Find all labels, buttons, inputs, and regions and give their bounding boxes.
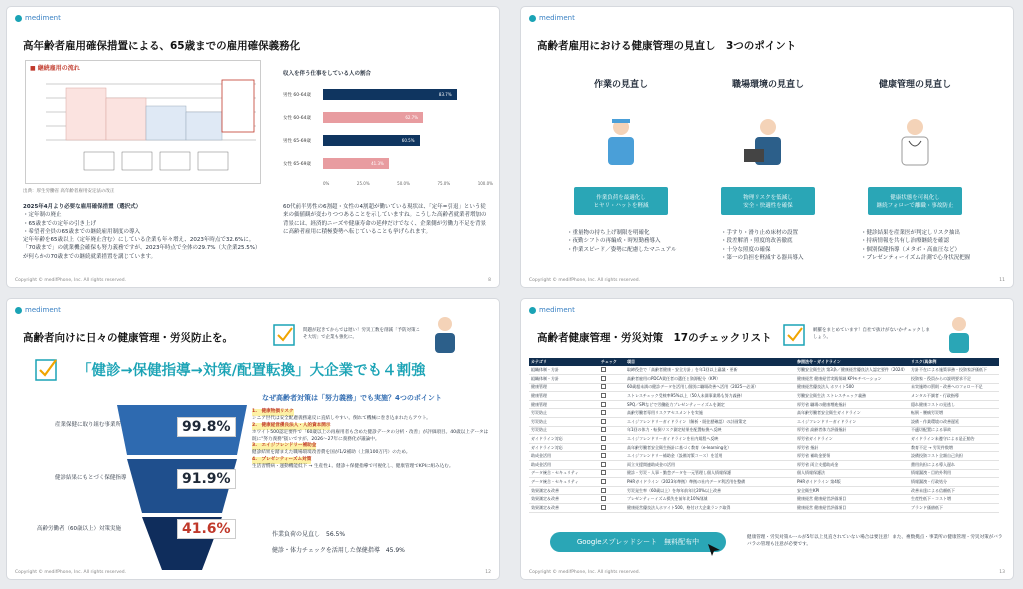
table-cell: 労災発生率（60歳以上）を毎年前年比20%以上改善 (625, 486, 795, 495)
checklist-table (529, 358, 999, 513)
table-row (529, 461, 999, 470)
checkbox-icon (35, 357, 61, 381)
slide-checklist[interactable] (520, 298, 1014, 580)
table-cell: エイジフレンドリーガイドライン (795, 418, 909, 427)
table-cell: 労災防止 (529, 409, 599, 418)
funnel-label: 健診結果にもとづく保健指導 (55, 475, 127, 481)
page-number: 11 (999, 278, 1005, 283)
column-heading: 健康管理の見直し (878, 80, 951, 90)
google-sheet-button[interactable]: Googleスプレッドシート 無料配布中 (550, 532, 726, 552)
table-cell: 厚労省 高齢者体力評価指針 (795, 426, 909, 435)
checkbox[interactable] (601, 488, 606, 493)
table-cell: 費用負担による導入遅れ (909, 461, 999, 470)
page-number: 8 (488, 278, 491, 283)
advisor-illustration (941, 313, 977, 353)
checkbox-cell[interactable] (599, 392, 625, 401)
checkbox[interactable] (601, 436, 606, 441)
checkbox[interactable] (601, 367, 606, 372)
bar (323, 89, 457, 100)
table-row (529, 383, 999, 392)
table-cell: 個人情報保護法 (795, 469, 909, 478)
page-number: 13 (999, 570, 1005, 575)
bar-row: 男性 65-69歳 60.5% (283, 135, 493, 146)
sub-metric: 作業負荷の見直し 56.5% (272, 531, 346, 538)
checkbox-cell[interactable] (599, 409, 625, 418)
table-cell: 健康経営 健康経営評価項目 (795, 504, 909, 513)
cursor-icon (706, 542, 722, 558)
table-cell: データ統合・セキュリティ (529, 478, 599, 487)
table-cell: 情報漏洩・行政処分 (909, 478, 999, 487)
table-row (529, 392, 999, 401)
table-row (529, 504, 999, 513)
table-cell: 投資家・役員からの説明要求不足 (909, 375, 999, 384)
table-cell: SPQ／SPIなどで労働能力プレゼンティーイズムを測定 (625, 400, 795, 409)
table-cell: 年1回の体力・転倒リスク測定結果を配置転換へ反映 (625, 426, 795, 435)
point-pill: 作業負荷を最適化し ヒヤリ・ハットを軽減 (574, 187, 668, 215)
table-row (529, 469, 999, 478)
checkbox[interactable] (601, 453, 606, 458)
table-row (529, 495, 999, 504)
logo: mediment (529, 306, 575, 314)
table-cell: 高齢労働者専用リスクアセスメントを実施 (625, 409, 795, 418)
table-cell: 健康経営優良法人 ホワイト500 (795, 383, 909, 392)
table-cell: 隠れ健康コストの見逃し (909, 400, 999, 409)
table-cell: PHRガイドライン（2023年準拠）準拠の社内データ利活用を整備 (625, 478, 795, 487)
table-row (529, 375, 999, 384)
table-row (529, 452, 999, 461)
table-cell: 厚労省ガイドライン (795, 435, 909, 444)
flow-title: ■ 継続雇用の流れ (30, 65, 80, 72)
slide-title: 高齢者雇用における健康管理の見直し 3つのポイント (537, 40, 797, 52)
checkbox-cell[interactable] (599, 469, 625, 478)
table-cell: エイジフレンドリー補助金（設備対策コース）を活用 (625, 452, 795, 461)
table-cell: 高年齢労働者安全衛生指針に基づく教育（e-learning化） (625, 443, 795, 452)
table-cell: 高齢者雇用のPDCA責任者の選任と資源配分（KPI） (625, 375, 795, 384)
source-note: 出典：厚生労働省 高年齢者雇用安定法の改正 (23, 189, 115, 194)
x-axis: 0% 25.0% 50.0% 75.0% 100.0% (323, 181, 493, 186)
point-list: ・手すり・滑り止め床材の設置 ・段差解消・照度的改善徹底 ・十分な照度の確保 ・第一の負担を軽減する器具導入 (721, 230, 804, 261)
checkbox-icon (273, 324, 297, 346)
metric-value: 91.9% (177, 469, 236, 489)
table-cell: 設備・作業環境の改善遅延 (909, 418, 999, 427)
bar-row: 女性 60-64歳 62.7% (283, 112, 493, 123)
point-list: ・重量物の持ち上げ制限を明確化 ・夜勤シフトの再編成・時短勤務導入 ・作業スピード／姿勢に配慮したマニュアル (567, 230, 677, 253)
checkbox-cell[interactable] (599, 478, 625, 487)
table-cell: 助成金活用 (529, 452, 599, 461)
checkbox-cell[interactable] (599, 375, 625, 384)
logo: mediment (15, 14, 61, 22)
table-row (529, 443, 999, 452)
right-text: 60代前半男性の6割超・女性の4割超が働いている現状は、「定年=引退」という従来の価値観が変わりつつあることを示していますね。こうした高齢者就業者増加の背景には、経済的ニーズや健康寿命の延伸だけでなく、企業側が労働力不足を背景に高齢者雇用に積極姿勢へ転じていることも挙げられます。 (283, 204, 487, 235)
table-cell: 未実施時の罰則・改善へのフォロー不足 (909, 383, 999, 392)
table-cell: 組織体制・方針 (529, 375, 599, 384)
table-cell: 健康経営 健康経営実践領域 KPIモチベーション (795, 375, 909, 384)
table-row (529, 366, 999, 375)
funnel-label: 産業保健に取り組む事業所 (55, 422, 122, 428)
copyright: Copyright © medifPhone, Inc. All rights reserved. (15, 278, 127, 283)
table-cell: ストレスチェック受検率95%以上（50人未満事業場も努力義務） (625, 392, 795, 401)
table-cell: 設備投資コスト全額自己負担 (909, 452, 999, 461)
table-cell: ブランド価値低下 (909, 504, 999, 513)
table-cell: 方針不在による施策事務・投資家評価低下 (909, 366, 999, 375)
table-row (529, 486, 999, 495)
checkbox[interactable] (601, 393, 606, 398)
advisor-illustration (427, 313, 463, 353)
checkbox-icon (783, 324, 807, 346)
table-row (529, 435, 999, 444)
table-cell: エイジフレンドリーガイドラインを社内規程へ反映 (625, 435, 795, 444)
checkbox-cell[interactable] (599, 366, 625, 375)
table-cell: ガイドライン未遵守による是正勧告 (909, 435, 999, 444)
table-cell: 厚労省 職場の健康増進指針 (795, 400, 909, 409)
table-header: カテゴリ チェック 項目 参照法令・ガイドライン リスク/具体例 (529, 358, 999, 366)
slide-employment-mandate[interactable] (6, 6, 500, 288)
table-row (529, 400, 999, 409)
table-cell: 労災防止 (529, 426, 599, 435)
table-cell: 厚労省 指針 (795, 443, 909, 452)
checkbox[interactable] (601, 479, 606, 484)
table-row (529, 409, 999, 418)
slide-title: 高齢者向けに日々の健康管理・労災防止を。 (23, 332, 233, 344)
table-cell: 安全衛生KPI (795, 486, 909, 495)
bar-row: 男性 60-64歳 83.7% (283, 89, 493, 100)
copyright: Copyright © medifPhone, Inc. All rights reserved. (15, 570, 127, 575)
employment-bar-chart (283, 69, 493, 186)
table-row (529, 418, 999, 427)
checkbox-cell[interactable] (599, 452, 625, 461)
flow-diagram (25, 60, 261, 184)
checkbox-cell[interactable] (599, 418, 625, 427)
table-cell: エイジフレンドリーガイドライン（解析・既往歴確認）の計画策定 (625, 418, 795, 427)
slide-title: 高齢者健康管理・労災対策 17のチェックリスト (537, 332, 772, 344)
checkbox[interactable] (601, 410, 606, 415)
doctor-illustration (885, 111, 945, 171)
table-cell: 不適切配置による事故 (909, 426, 999, 435)
table-cell: 両立支援関連助成金の活用 (625, 461, 795, 470)
checkbox[interactable] (601, 419, 606, 424)
table-cell: 労災防止 (529, 418, 599, 427)
table-cell: 健康管理 (529, 400, 599, 409)
headline: 「健診→保健指導→対策/配置転換」大企業でも４割強 (77, 363, 426, 379)
table-cell: PHRガイドライン 第4版 (795, 478, 909, 487)
table-cell: 改善未達による信頼低下 (909, 486, 999, 495)
table-cell: ガイドライン対応 (529, 443, 599, 452)
slide-daily-health[interactable] (6, 298, 500, 580)
sub-metric: 健診・体力チェックを活用した保健指導 45.9% (272, 547, 405, 554)
office-worker-illustration (738, 111, 798, 171)
checkbox-cell[interactable] (599, 495, 625, 504)
table-cell: メンタル不調者・行政指導 (909, 392, 999, 401)
checkbox[interactable] (601, 445, 606, 450)
table-cell: 取締役会で「高齢者健康・安全方針」を年1回以上審議・更新 (625, 366, 795, 375)
table-cell: 助成金活用 (529, 461, 599, 470)
reasons-list: 1. 健康物損リスク シニア世代は安全配慮義務違反に直結しやすい。倒れて機械に巻き込まれたらアウト。 2. 健康経営優良法人・人的資本開示 ホワイト500認定要件で「60歳以上の再雇用者も含めた健診データの分析・改善」が評価項目。40歳以上データは既に"努力義務"扱いですが、2026〜27年に義務化が議論中。 3. エイジフレンドリー補助金 健診結果を踏まえた職場環境改善費を国が1/2補助（上限100万円）のため。 4. プレゼンティーズム対策 生活習慣病・運動機能低下 → 生産性↓。健診＋保健指導で可視化し、健康管理でKPIに組み込む。 (252, 409, 489, 470)
bar-row: 女性 65-69歳 41.3% (283, 158, 493, 169)
column-heading: 職場環境の見直し (731, 80, 804, 90)
copyright: Copyright © medifPhone, Inc. All rights reserved. (529, 278, 641, 283)
note-text: 健康管理・労災対策ルールが5年以上見直されていない場合は要注意！また、複数拠点・事業所の健康管理・労災対策がバラバラの管理も注意が必要です。 (747, 535, 1003, 547)
checkbox[interactable] (601, 470, 606, 475)
checkbox[interactable] (601, 427, 606, 432)
table-cell: 組織体制・方針 (529, 366, 599, 375)
metric-value: 41.6% (177, 519, 236, 539)
table-cell: 効果測定＆改善 (529, 504, 599, 513)
checkbox-cell[interactable] (599, 435, 625, 444)
table-cell: 生産性低下・コスト増 (909, 495, 999, 504)
checkbox[interactable] (601, 505, 606, 510)
point-pill: 物理リスクを低減し 安全・快適性を確保 (721, 187, 815, 215)
table-cell: 60歳超未満の健診データを活用し個別に職場改善へ活用（2025〜必須） (625, 383, 795, 392)
table-cell: データ統合・セキュリティ (529, 469, 599, 478)
table-cell: プレゼンティーイズム損失を前年比10%削減 (625, 495, 795, 504)
table-cell: 健康管理 (529, 383, 599, 392)
table-cell: 健康管理 (529, 392, 599, 401)
table-cell: 情報漏洩・目的外利用 (909, 469, 999, 478)
table-cell: 健診・労災・人事・勤怠データを一元管理し個人情報保護 (625, 469, 795, 478)
table-row (529, 478, 999, 487)
worker-illustration (591, 111, 651, 171)
checkbox-cell[interactable] (599, 461, 625, 470)
logo-icon (529, 307, 536, 314)
section-question: なぜ高齢者対策は「努力義務」でも実施？4つのポイント (262, 394, 442, 402)
checkbox-cell[interactable] (599, 383, 625, 392)
funnel-label: 高齢労働者（60歳以上）対策実施 (37, 526, 121, 532)
logo-icon (15, 15, 22, 22)
flow-chart-graphic (26, 74, 260, 182)
table-cell: 教育不足 → 労災件数増 (909, 443, 999, 452)
metric-value: 99.8% (177, 417, 236, 437)
speech-bubble: 網羅をまとめています！自社で抜けがないかチェックしましょう。 (813, 328, 930, 340)
table-cell: 効果測定＆改善 (529, 486, 599, 495)
checkbox-cell[interactable] (599, 486, 625, 495)
chart-title: 収入を伴う仕事をしている人の割合 (283, 71, 372, 77)
table-cell: 健康経営 健康経営評価項目 (795, 495, 909, 504)
checkbox-cell[interactable] (599, 443, 625, 452)
logo-icon (15, 307, 22, 314)
table-cell: ガイドライン対応 (529, 435, 599, 444)
table-row (529, 426, 999, 435)
slide-title: 高年齢者雇用確保措置による、65歳までの雇用確保義務化 (23, 40, 301, 52)
point-pill: 健康状態を可視化し 継続フォローで離職・事故防止 (868, 187, 962, 215)
table-cell: 労働安全衛生法 ストレスチェック義務 (795, 392, 909, 401)
point-list: ・健診結果を産業医が判定しリスク抽出 ・持病情報を共有し治療継続を確認 ・個別保健指導（メタボ・高血圧など） ・プレゼンティーイズム計測で心身状況把握 (861, 230, 971, 261)
table-cell: 厚労省 補助金要領 (795, 452, 909, 461)
logo: mediment (15, 306, 61, 314)
table-cell: 効果測定＆改善 (529, 495, 599, 504)
speech-bubble: 問題が起きてからでは遅い！労災工数を削減「予防対策こそ大切」で企業も強化に。 (303, 328, 420, 340)
logo-icon (529, 15, 536, 22)
slide-three-points[interactable] (520, 6, 1014, 288)
column-heading: 作業の見直し (593, 80, 648, 90)
table-cell: 厚労省 両立支援助成金 (795, 461, 909, 470)
copyright: Copyright © medifPhone, Inc. All rights reserved. (529, 570, 641, 575)
logo: mediment (529, 14, 575, 22)
checkbox[interactable] (601, 376, 606, 381)
table-cell: 高年齢労働者安全衛生ガイドライン (795, 409, 909, 418)
page-number: 12 (485, 570, 491, 575)
table-cell: 労働安全衛生法 第3条／健康経営優良法人認定要件（2024） (795, 366, 909, 375)
checkbox[interactable] (601, 462, 606, 467)
checkbox[interactable] (601, 402, 606, 407)
checkbox[interactable] (601, 496, 606, 501)
checkbox-cell[interactable] (599, 504, 625, 513)
checkbox-cell[interactable] (599, 400, 625, 409)
table-cell: 健康経営優良法人ホワイト500、格付け大企業ランク取得 (625, 504, 795, 513)
checkbox-cell[interactable] (599, 426, 625, 435)
left-text: 2025年4月より必要な雇用確保措置（選択式） ・定年制の廃止 ・65歳までの定年の引き上げ ・希望者全員の65歳までの継続雇用制度の導入 定年年齢を65歳以上（定年廃止含む）にしている企業も年々増え、2023年時点で32.6%に。 「70歳まで」の就業機会確保も努力義務ですが、2023年時点で全体の29.7%（大企業25.5%）が何らかの70歳までの継続就業措置を講じています。 (23, 204, 261, 260)
table-cell: 転倒・腰痛労災増 (909, 409, 999, 418)
checkbox[interactable] (601, 384, 606, 389)
